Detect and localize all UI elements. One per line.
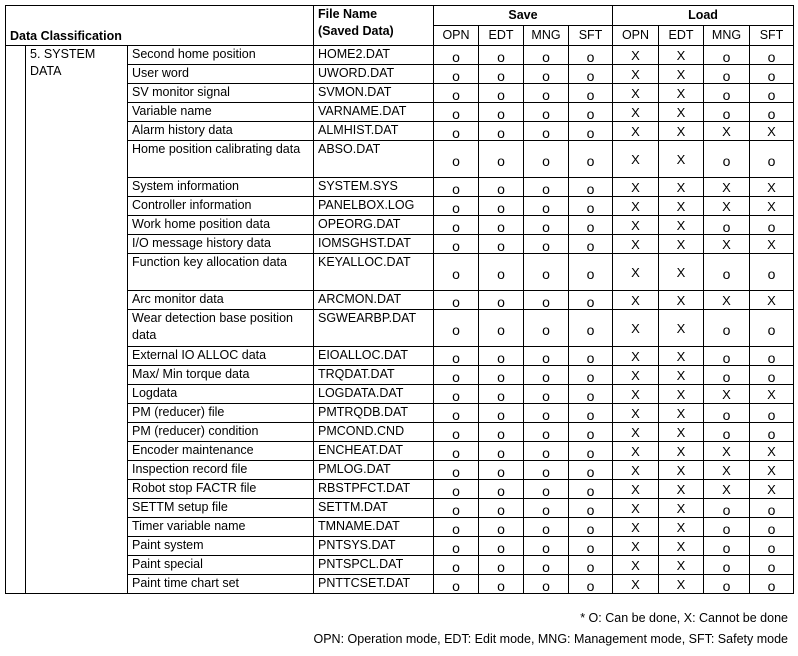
load-edt-cell: X: [659, 385, 704, 404]
save-sft-cell: o: [569, 556, 613, 575]
save-sft-cell: o: [569, 480, 613, 499]
row-file-name: ALMHIST.DAT: [314, 122, 434, 141]
save-edt-cell: o: [479, 141, 524, 178]
load-opn-cell: X: [613, 575, 659, 594]
header-file-name-line1: File Name: [318, 7, 378, 21]
save-opn-cell: o: [434, 480, 479, 499]
save-opn-cell: o: [434, 518, 479, 537]
load-sft-cell: o: [750, 141, 794, 178]
load-opn-cell: X: [613, 556, 659, 575]
row-file-name: ENCHEAT.DAT: [314, 442, 434, 461]
load-sft-cell: o: [750, 84, 794, 103]
row-data-name: Inspection record file: [128, 461, 314, 480]
save-edt-cell: o: [479, 537, 524, 556]
save-mng-cell: o: [524, 178, 569, 197]
load-mng-cell: X: [704, 480, 750, 499]
row-file-name: EIOALLOC.DAT: [314, 347, 434, 366]
load-mng-cell: X: [704, 291, 750, 310]
row-data-name: External IO ALLOC data: [128, 347, 314, 366]
save-sft-cell: o: [569, 122, 613, 141]
header-file-name-line2: (Saved Data): [318, 24, 394, 38]
save-edt-cell: o: [479, 310, 524, 347]
load-mng-cell: o: [704, 499, 750, 518]
load-edt-cell: X: [659, 197, 704, 216]
load-edt-cell: X: [659, 141, 704, 178]
load-mng-cell: X: [704, 442, 750, 461]
save-opn-cell: o: [434, 537, 479, 556]
load-sft-cell: o: [750, 216, 794, 235]
load-edt-cell: X: [659, 310, 704, 347]
load-sft-cell: X: [750, 197, 794, 216]
load-sft-cell: o: [750, 404, 794, 423]
load-edt-cell: X: [659, 103, 704, 122]
row-data-name: Paint time chart set: [128, 575, 314, 594]
row-file-name: PMCOND.CND: [314, 423, 434, 442]
row-data-name: Encoder maintenance: [128, 442, 314, 461]
load-opn-cell: X: [613, 197, 659, 216]
header-load-sft: SFT: [750, 26, 794, 46]
save-sft-cell: o: [569, 404, 613, 423]
row-data-name: Function key allocation data: [128, 254, 314, 291]
save-sft-cell: o: [569, 310, 613, 347]
save-mng-cell: o: [524, 442, 569, 461]
load-edt-cell: X: [659, 480, 704, 499]
modes-note: OPN: Operation mode, EDT: Edit mode, MNG: Management mode, SFT: Safety mode: [313, 632, 788, 646]
save-opn-cell: o: [434, 385, 479, 404]
load-sft-cell: X: [750, 442, 794, 461]
row-file-name: IOMSGHST.DAT: [314, 235, 434, 254]
load-edt-cell: X: [659, 291, 704, 310]
save-sft-cell: o: [569, 291, 613, 310]
row-data-name: Paint system: [128, 537, 314, 556]
save-mng-cell: o: [524, 65, 569, 84]
save-sft-cell: o: [569, 216, 613, 235]
save-sft-cell: o: [569, 141, 613, 178]
save-opn-cell: o: [434, 254, 479, 291]
load-mng-cell: X: [704, 461, 750, 480]
load-sft-cell: X: [750, 461, 794, 480]
row-data-name: Work home position data: [128, 216, 314, 235]
load-sft-cell: o: [750, 103, 794, 122]
load-sft-cell: o: [750, 347, 794, 366]
load-sft-cell: o: [750, 254, 794, 291]
header-load-opn: OPN: [613, 26, 659, 46]
save-opn-cell: o: [434, 197, 479, 216]
load-mng-cell: o: [704, 141, 750, 178]
load-mng-cell: o: [704, 216, 750, 235]
load-opn-cell: X: [613, 385, 659, 404]
save-sft-cell: o: [569, 235, 613, 254]
save-mng-cell: o: [524, 122, 569, 141]
load-mng-cell: o: [704, 518, 750, 537]
load-opn-cell: X: [613, 141, 659, 178]
load-mng-cell: o: [704, 103, 750, 122]
load-edt-cell: X: [659, 122, 704, 141]
save-edt-cell: o: [479, 46, 524, 65]
header-load-edt: EDT: [659, 26, 704, 46]
save-mng-cell: o: [524, 254, 569, 291]
section-label-line2: DATA: [30, 64, 62, 78]
save-edt-cell: o: [479, 122, 524, 141]
load-mng-cell: o: [704, 84, 750, 103]
load-edt-cell: X: [659, 423, 704, 442]
row-file-name: ARCMON.DAT: [314, 291, 434, 310]
save-edt-cell: o: [479, 65, 524, 84]
load-opn-cell: X: [613, 65, 659, 84]
load-opn-cell: X: [613, 310, 659, 347]
save-edt-cell: o: [479, 366, 524, 385]
load-mng-cell: o: [704, 65, 750, 84]
header-save: Save: [434, 6, 613, 26]
save-sft-cell: o: [569, 347, 613, 366]
load-edt-cell: X: [659, 461, 704, 480]
load-sft-cell: X: [750, 385, 794, 404]
save-opn-cell: o: [434, 499, 479, 518]
row-file-name: KEYALLOC.DAT: [314, 254, 434, 291]
load-opn-cell: X: [613, 84, 659, 103]
header-load-mng: MNG: [704, 26, 750, 46]
save-edt-cell: o: [479, 556, 524, 575]
save-sft-cell: o: [569, 84, 613, 103]
row-data-name: Arc monitor data: [128, 291, 314, 310]
row-data-name: Second home position: [128, 46, 314, 65]
load-mng-cell: o: [704, 556, 750, 575]
save-mng-cell: o: [524, 537, 569, 556]
data-classification-table-wrapper: [5, 5, 794, 594]
save-edt-cell: o: [479, 84, 524, 103]
save-edt-cell: o: [479, 461, 524, 480]
row-file-name: HOME2.DAT: [314, 46, 434, 65]
load-edt-cell: X: [659, 518, 704, 537]
table-row: [6, 46, 794, 65]
row-data-name: Timer variable name: [128, 518, 314, 537]
load-mng-cell: o: [704, 46, 750, 65]
save-opn-cell: o: [434, 366, 479, 385]
save-edt-cell: o: [479, 404, 524, 423]
row-data-name: Max/ Min torque data: [128, 366, 314, 385]
header-save-edt: EDT: [479, 26, 524, 46]
row-data-name: PM (reducer) file: [128, 404, 314, 423]
save-mng-cell: o: [524, 216, 569, 235]
load-sft-cell: o: [750, 556, 794, 575]
save-opn-cell: o: [434, 84, 479, 103]
save-edt-cell: o: [479, 216, 524, 235]
load-sft-cell: X: [750, 122, 794, 141]
load-edt-cell: X: [659, 499, 704, 518]
load-opn-cell: X: [613, 291, 659, 310]
load-mng-cell: o: [704, 347, 750, 366]
save-mng-cell: o: [524, 461, 569, 480]
load-opn-cell: X: [613, 216, 659, 235]
save-edt-cell: o: [479, 480, 524, 499]
load-edt-cell: X: [659, 178, 704, 197]
save-sft-cell: o: [569, 442, 613, 461]
load-opn-cell: X: [613, 122, 659, 141]
save-sft-cell: o: [569, 575, 613, 594]
load-edt-cell: X: [659, 347, 704, 366]
save-sft-cell: o: [569, 461, 613, 480]
save-edt-cell: o: [479, 291, 524, 310]
load-edt-cell: X: [659, 537, 704, 556]
load-edt-cell: X: [659, 216, 704, 235]
row-file-name: PNTSYS.DAT: [314, 537, 434, 556]
save-sft-cell: o: [569, 537, 613, 556]
header-save-mng: MNG: [524, 26, 569, 46]
save-opn-cell: o: [434, 178, 479, 197]
row-file-name: PMLOG.DAT: [314, 461, 434, 480]
load-opn-cell: X: [613, 518, 659, 537]
row-data-name: System information: [128, 178, 314, 197]
save-mng-cell: o: [524, 291, 569, 310]
save-sft-cell: o: [569, 254, 613, 291]
header-data-classification: Data Classification: [6, 6, 314, 46]
row-data-name: Home position calibrating data: [128, 141, 314, 178]
row-file-name: RBSTPFCT.DAT: [314, 480, 434, 499]
row-file-name: UWORD.DAT: [314, 65, 434, 84]
save-opn-cell: o: [434, 46, 479, 65]
save-edt-cell: o: [479, 575, 524, 594]
load-sft-cell: o: [750, 366, 794, 385]
save-sft-cell: o: [569, 499, 613, 518]
save-mng-cell: o: [524, 103, 569, 122]
load-mng-cell: o: [704, 254, 750, 291]
header-row-1: [6, 6, 794, 26]
load-sft-cell: o: [750, 423, 794, 442]
save-opn-cell: o: [434, 310, 479, 347]
load-opn-cell: X: [613, 404, 659, 423]
save-sft-cell: o: [569, 197, 613, 216]
row-file-name: SGWEARBP.DAT: [314, 310, 434, 347]
save-sft-cell: o: [569, 46, 613, 65]
save-opn-cell: o: [434, 291, 479, 310]
save-mng-cell: o: [524, 197, 569, 216]
load-opn-cell: X: [613, 347, 659, 366]
load-opn-cell: X: [613, 537, 659, 556]
save-mng-cell: o: [524, 235, 569, 254]
data-classification-table: [5, 5, 794, 594]
save-sft-cell: o: [569, 385, 613, 404]
save-mng-cell: o: [524, 141, 569, 178]
load-mng-cell: X: [704, 385, 750, 404]
load-opn-cell: X: [613, 423, 659, 442]
save-mng-cell: o: [524, 84, 569, 103]
row-data-name: Logdata: [128, 385, 314, 404]
load-mng-cell: X: [704, 178, 750, 197]
load-edt-cell: X: [659, 254, 704, 291]
load-mng-cell: o: [704, 537, 750, 556]
row-data-name: Controller information: [128, 197, 314, 216]
header-file-name: [314, 6, 434, 46]
row-data-name: PM (reducer) condition: [128, 423, 314, 442]
legend-note: * O: Can be done, X: Cannot be done: [580, 611, 788, 625]
save-mng-cell: o: [524, 423, 569, 442]
load-edt-cell: X: [659, 65, 704, 84]
save-opn-cell: o: [434, 556, 479, 575]
save-opn-cell: o: [434, 235, 479, 254]
save-opn-cell: o: [434, 404, 479, 423]
header-save-opn: OPN: [434, 26, 479, 46]
load-sft-cell: o: [750, 537, 794, 556]
save-mng-cell: o: [524, 385, 569, 404]
save-edt-cell: o: [479, 385, 524, 404]
save-opn-cell: o: [434, 347, 479, 366]
load-opn-cell: X: [613, 178, 659, 197]
load-opn-cell: X: [613, 103, 659, 122]
load-mng-cell: X: [704, 197, 750, 216]
load-sft-cell: o: [750, 575, 794, 594]
load-sft-cell: o: [750, 65, 794, 84]
row-data-name: Robot stop FACTR file: [128, 480, 314, 499]
save-opn-cell: o: [434, 141, 479, 178]
table-body: [6, 46, 794, 594]
load-edt-cell: X: [659, 556, 704, 575]
row-data-name: SETTM setup file: [128, 499, 314, 518]
load-sft-cell: o: [750, 310, 794, 347]
save-edt-cell: o: [479, 254, 524, 291]
load-opn-cell: X: [613, 480, 659, 499]
save-opn-cell: o: [434, 216, 479, 235]
save-mng-cell: o: [524, 347, 569, 366]
row-file-name: TMNAME.DAT: [314, 518, 434, 537]
save-mng-cell: o: [524, 480, 569, 499]
save-sft-cell: o: [569, 423, 613, 442]
row-file-name: PNTSPCL.DAT: [314, 556, 434, 575]
row-file-name: PMTRQDB.DAT: [314, 404, 434, 423]
save-edt-cell: o: [479, 347, 524, 366]
load-mng-cell: o: [704, 423, 750, 442]
save-opn-cell: o: [434, 461, 479, 480]
load-edt-cell: X: [659, 366, 704, 385]
save-opn-cell: o: [434, 575, 479, 594]
save-mng-cell: o: [524, 575, 569, 594]
load-mng-cell: X: [704, 235, 750, 254]
load-edt-cell: X: [659, 575, 704, 594]
save-mng-cell: o: [524, 499, 569, 518]
row-file-name: PNTTCSET.DAT: [314, 575, 434, 594]
row-file-name: TRQDAT.DAT: [314, 366, 434, 385]
save-opn-cell: o: [434, 442, 479, 461]
row-data-name: SV monitor signal: [128, 84, 314, 103]
row-file-name: SETTM.DAT: [314, 499, 434, 518]
row-file-name: LOGDATA.DAT: [314, 385, 434, 404]
load-mng-cell: X: [704, 122, 750, 141]
load-opn-cell: X: [613, 235, 659, 254]
section-label: [26, 46, 128, 594]
load-edt-cell: X: [659, 442, 704, 461]
load-mng-cell: o: [704, 310, 750, 347]
save-sft-cell: o: [569, 103, 613, 122]
row-data-name: Variable name: [128, 103, 314, 122]
row-file-name: SYSTEM.SYS: [314, 178, 434, 197]
load-opn-cell: X: [613, 366, 659, 385]
load-opn-cell: X: [613, 442, 659, 461]
save-edt-cell: o: [479, 178, 524, 197]
save-edt-cell: o: [479, 423, 524, 442]
save-mng-cell: o: [524, 404, 569, 423]
save-sft-cell: o: [569, 366, 613, 385]
save-sft-cell: o: [569, 178, 613, 197]
section-label-line1: 5. SYSTEM: [30, 47, 96, 61]
save-edt-cell: o: [479, 518, 524, 537]
header-load: Load: [613, 6, 794, 26]
load-edt-cell: X: [659, 84, 704, 103]
row-data-name: Wear detection base position data: [128, 310, 314, 347]
row-data-name: Alarm history data: [128, 122, 314, 141]
save-opn-cell: o: [434, 65, 479, 84]
row-file-name: PANELBOX.LOG: [314, 197, 434, 216]
save-mng-cell: o: [524, 366, 569, 385]
load-mng-cell: o: [704, 575, 750, 594]
save-opn-cell: o: [434, 103, 479, 122]
row-file-name: SVMON.DAT: [314, 84, 434, 103]
load-mng-cell: o: [704, 404, 750, 423]
row-data-name: User word: [128, 65, 314, 84]
save-opn-cell: o: [434, 423, 479, 442]
save-sft-cell: o: [569, 65, 613, 84]
load-opn-cell: X: [613, 461, 659, 480]
row-file-name: VARNAME.DAT: [314, 103, 434, 122]
load-edt-cell: X: [659, 404, 704, 423]
load-mng-cell: o: [704, 366, 750, 385]
row-data-name: I/O message history data: [128, 235, 314, 254]
save-edt-cell: o: [479, 235, 524, 254]
load-sft-cell: o: [750, 46, 794, 65]
save-opn-cell: o: [434, 122, 479, 141]
save-edt-cell: o: [479, 197, 524, 216]
load-opn-cell: X: [613, 254, 659, 291]
row-file-name: OPEORG.DAT: [314, 216, 434, 235]
load-edt-cell: X: [659, 235, 704, 254]
load-sft-cell: X: [750, 480, 794, 499]
save-sft-cell: o: [569, 518, 613, 537]
row-file-name: ABSO.DAT: [314, 141, 434, 178]
row-data-name: Paint special: [128, 556, 314, 575]
load-sft-cell: o: [750, 518, 794, 537]
load-opn-cell: X: [613, 46, 659, 65]
load-sft-cell: X: [750, 178, 794, 197]
load-sft-cell: X: [750, 235, 794, 254]
save-edt-cell: o: [479, 103, 524, 122]
save-mng-cell: o: [524, 556, 569, 575]
save-mng-cell: o: [524, 46, 569, 65]
load-sft-cell: o: [750, 499, 794, 518]
save-mng-cell: o: [524, 518, 569, 537]
save-mng-cell: o: [524, 310, 569, 347]
load-sft-cell: X: [750, 291, 794, 310]
load-edt-cell: X: [659, 46, 704, 65]
load-opn-cell: X: [613, 499, 659, 518]
save-edt-cell: o: [479, 499, 524, 518]
save-edt-cell: o: [479, 442, 524, 461]
indent-column: [6, 46, 26, 594]
header-save-sft: SFT: [569, 26, 613, 46]
